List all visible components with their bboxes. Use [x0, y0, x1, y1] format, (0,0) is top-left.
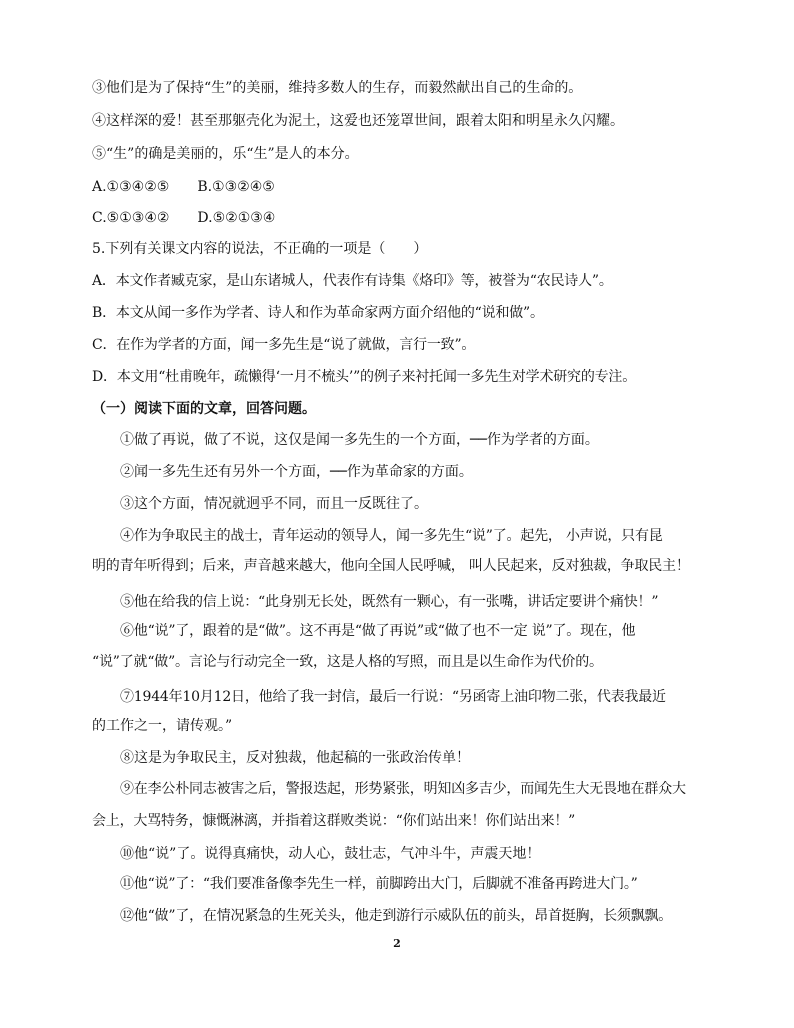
reading-paragraph-10: ⑩他“说”了。说得真痛快，动人心，鼓壮志，气冲斗牛，声震天地！: [120, 846, 541, 862]
reading-paragraph-4-line-1: ④作为争取民主的战士，青年运动的领导人，闻一多先生“说”了。起先， 小声说，只有昆: [120, 528, 663, 544]
reading-paragraph-6-line-1: ⑥他“说”了，跟着的是“做”。这不再是“做了再说”或“做了也不一定 说”了。现在，他: [120, 623, 636, 639]
reading-paragraph-6-line-2: “说”了就“做”。言论与行动完全一致，这是人格的写照，而且是以生命作为代价的。: [92, 654, 603, 670]
reading-paragraph-7-line-1: ⑦1944年10月12日，他给了我一封信，最后一行说：“另函寄上油印物二张，代表我最近: [120, 689, 666, 705]
sentence-3: ③他们是为了保持“生”的美丽，维持多数人的生存，而毅然献出自己的生命的。: [92, 80, 583, 96]
reading-heading: （一）阅读下面的文章，回答问题。: [92, 401, 316, 417]
reading-paragraph-9-line-2: 会上，大骂特务，慷慨淋漓，并指着这群败类说：“你们站出来！你们站出来！”: [92, 813, 576, 829]
reading-paragraph-7-line-2: 的工作之一，请传观。”: [92, 718, 233, 734]
q4-option-ab: A.①③④②⑤ B.①③②④⑤: [92, 179, 275, 195]
reading-paragraph-1: ①做了再说，做了不说，这仅是闻一多先生的一个方面，──作为学者的方面。: [120, 432, 599, 448]
sentence-4: ④这样深的爱！甚至那躯壳化为泥土，这爱也还笼罩世间，跟着太阳和明星永久闪耀。: [92, 113, 624, 129]
reading-paragraph-4-line-2: 明的青年听得到；后来，声音越来越大，他向全国人民呼喊， 叫人民起来，反对独裁，争取民主！: [92, 558, 690, 574]
reading-paragraph-5: ⑤他在给我的信上说：“此身别无长处，既然有一颗心，有一张嘴，讲话定要讲个痛快！”: [120, 594, 659, 610]
q4-option-cd: C.⑤①③④② D.⑤②①③④: [92, 210, 276, 226]
reading-paragraph-3: ③这个方面，情况就迥乎不同，而且一反既往了。: [120, 496, 428, 512]
sentence-5: ⑤“生”的确是美丽的，乐“生”是人的本分。: [92, 146, 359, 162]
reading-paragraph-2: ②闻一多先生还有另外一个方面，──作为革命家的方面。: [120, 464, 473, 480]
q5-option-b: B．本文从闻一多作为学者、诗人和作为革命家两方面介绍他的“说和做”。: [92, 305, 544, 321]
reading-paragraph-11: ⑪他“说”了：“我们要准备像李先生一样，前脚跨出大门，后脚就不准备再跨进大门。”: [120, 876, 638, 892]
reading-paragraph-9-line-1: ⑨在李公朴同志被害之后，警报迭起，形势紧张，明知凶多吉少，而闻先生大无畏地在群众大: [120, 781, 686, 797]
q5-option-a: A．本文作者臧克家，是山东诸城人，代表作有诗集《烙印》等，被誉为“农民诗人”。: [92, 273, 613, 289]
reading-paragraph-12: ⑫他“做”了，在情况紧急的生死关头，他走到游行示威队伍的前头，昂首挺胸，长须飘飘。: [120, 908, 673, 924]
q5-option-c: C．在作为学者的方面，闻一多先生是“说了就做，言行一致”。: [92, 337, 476, 353]
q5-stem: 5.下列有关课文内容的说法，不正确的一项是（ ）: [92, 241, 428, 257]
q5-option-d: D．本文用“杜甫晚年，疏懒得‘一月不梳头’”的例子来衬托闻一多先生对学术研究的专注。: [92, 369, 637, 385]
reading-paragraph-8: ⑧这是为争取民主，反对独裁，他起稿的一张政治传单！: [120, 750, 470, 766]
page-number: 2: [393, 937, 401, 950]
